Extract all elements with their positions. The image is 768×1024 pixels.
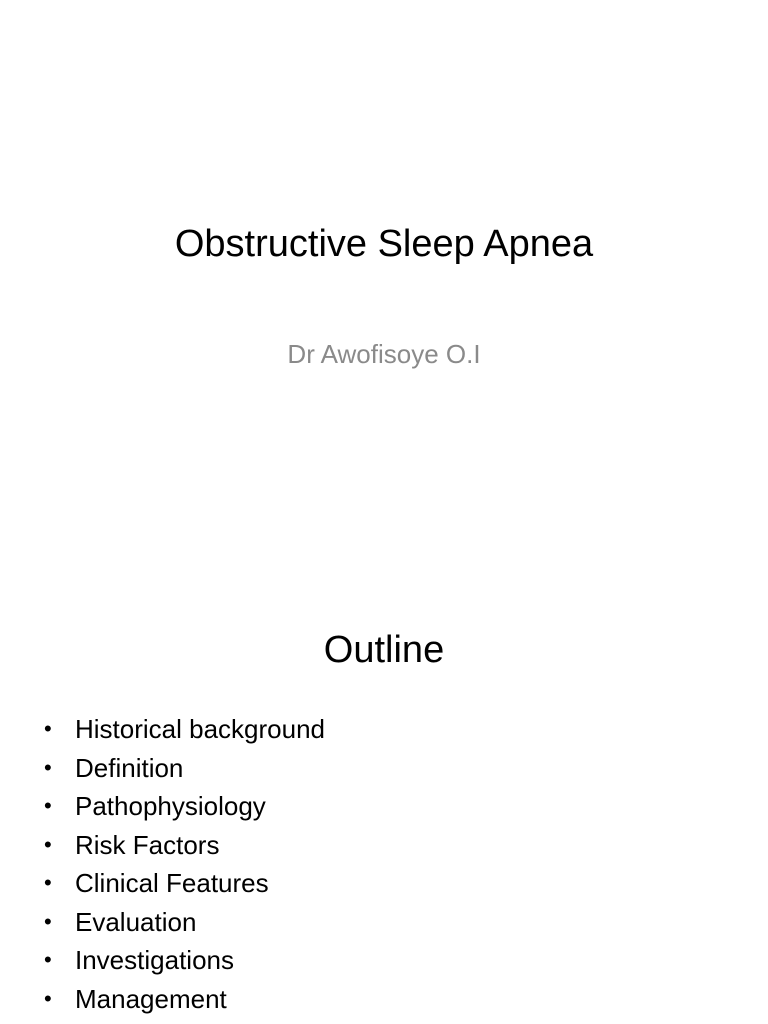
outline-slide	[0, 576, 768, 1024]
list-item	[40, 826, 325, 865]
bullet-icon: •	[44, 793, 52, 818]
list-item	[40, 710, 325, 749]
bullet-icon: •	[44, 908, 52, 934]
list-item-label: Evaluation	[75, 906, 197, 937]
bullet-icon: •	[44, 947, 52, 972]
list-item	[40, 749, 325, 788]
list-item-label: Management	[75, 983, 227, 1014]
bullet-icon: •	[44, 754, 52, 780]
slide-subtitle: Dr Awofisoye O.I	[287, 339, 481, 369]
bullet-icon: •	[44, 716, 52, 741]
slide-title: Obstructive Sleep Apnea	[174, 223, 594, 265]
list-item-label: Clinical Features	[75, 868, 269, 898]
bullet-icon: •	[44, 831, 52, 857]
outline-title: Outline	[323, 629, 445, 671]
list-item	[40, 941, 325, 980]
list-item-label: Pathophysiology	[75, 791, 266, 821]
bullet-icon: •	[44, 985, 52, 1011]
list-item	[40, 787, 325, 826]
list-item	[40, 980, 325, 1019]
list-item-label: Risk Factors	[75, 829, 220, 860]
list-item	[40, 864, 325, 903]
list-item-label: Historical background	[75, 714, 326, 744]
list-item	[40, 903, 325, 942]
outline-list	[40, 710, 325, 1018]
bullet-icon: •	[44, 870, 52, 895]
list-item-label: Investigations	[75, 945, 234, 975]
list-item-label: Definition	[75, 752, 184, 783]
